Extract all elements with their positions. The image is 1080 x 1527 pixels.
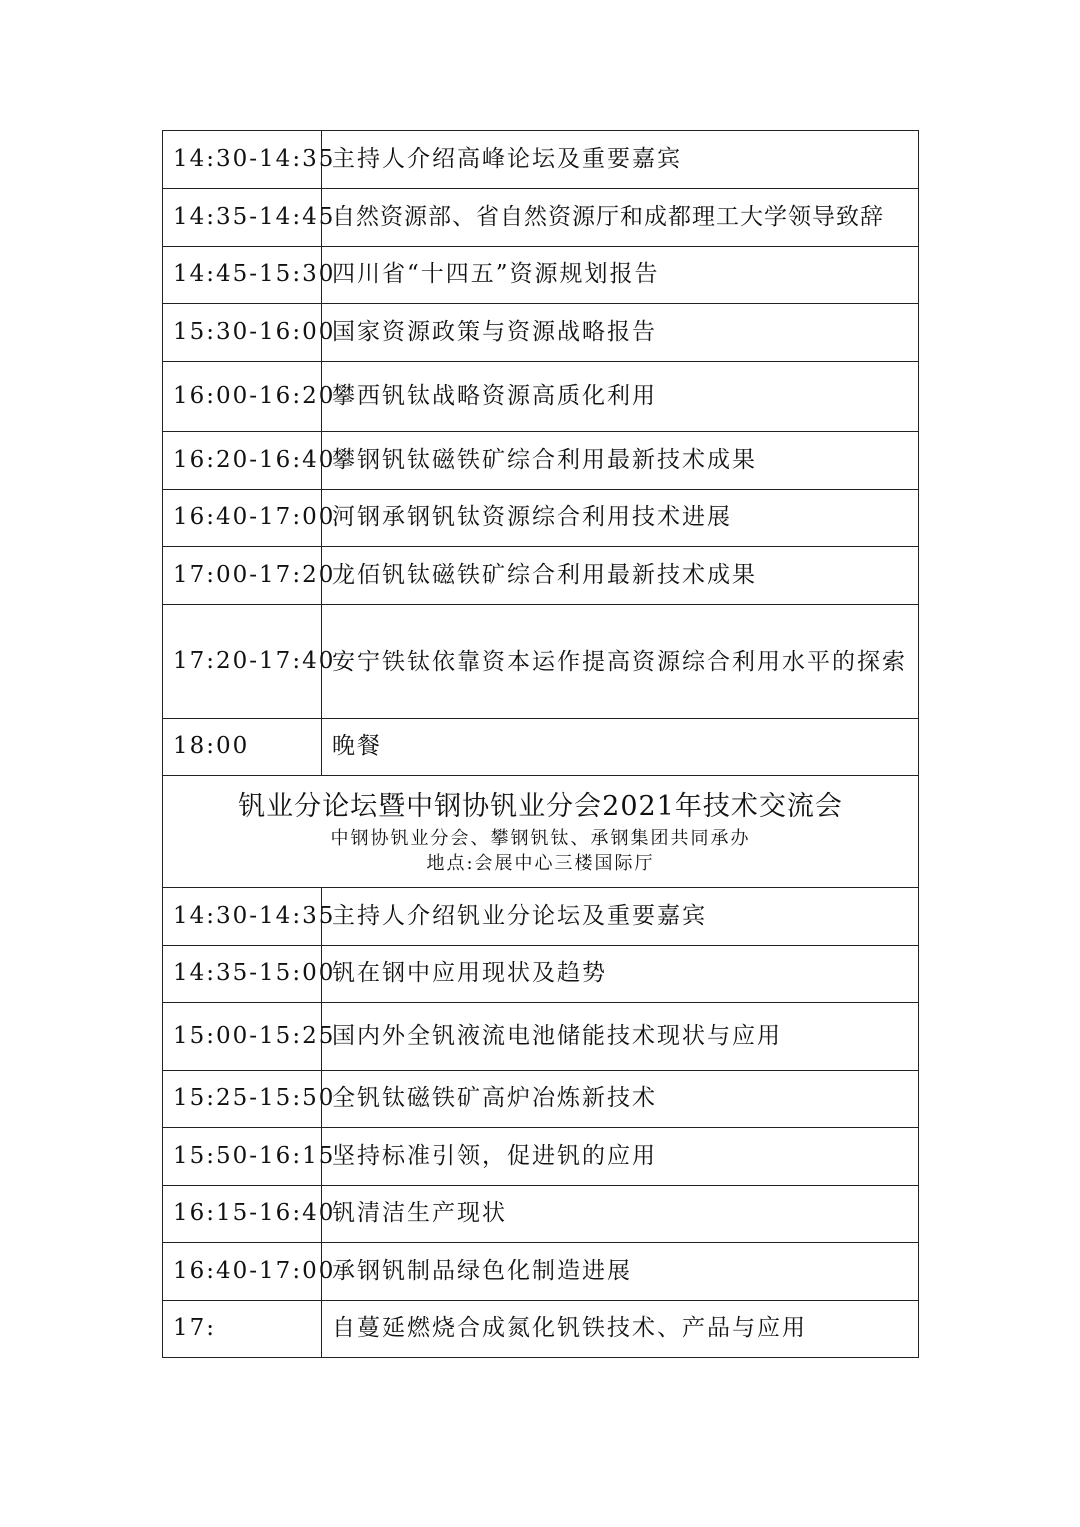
time-cell: 15:25-15:50 (163, 1071, 322, 1128)
table-row (163, 490, 919, 547)
time-cell: 14:35-15:00 (163, 946, 322, 1003)
table-row (163, 547, 919, 605)
topic-cell: 钒清洁生产现状 (322, 1186, 919, 1243)
table-row (163, 1186, 919, 1243)
table-row (163, 247, 919, 304)
topic-cell: 攀钢钒钛磁铁矿综合利用最新技术成果 (322, 432, 919, 490)
time-cell: 18:00 (163, 719, 322, 776)
table-row (163, 131, 919, 189)
topic-cell: 国内外全钒液流电池储能技术现状与应用 (322, 1003, 919, 1071)
topic-cell: 龙佰钒钛磁铁矿综合利用最新技术成果 (322, 547, 919, 605)
section-organizers: 中钢协钒业分会、攀钢钒钛、承钢集团共同承办 (330, 827, 751, 849)
time-cell: 15:50-16:15 (163, 1128, 322, 1186)
topic-cell: 承钢钒制品绿色化制造进展 (322, 1243, 919, 1301)
time-cell: 14:30-14:35 (163, 888, 322, 946)
time-cell: 15:30-16:00 (163, 304, 322, 362)
section-header (163, 776, 919, 888)
time-cell: 14:45-15:30 (163, 247, 322, 304)
time-cell: 16:15-16:40 (163, 1186, 322, 1243)
schedule-table (162, 130, 919, 1358)
table-row (163, 1071, 919, 1128)
section-header-row (163, 776, 919, 888)
table-row (163, 1301, 919, 1358)
section-title: 钒业分论坛暨中钢协钒业分会2021年技术交流会 (238, 790, 843, 822)
topic-cell: 晚餐 (322, 719, 919, 776)
topic-cell: 主持人介绍高峰论坛及重要嘉宾 (322, 131, 919, 189)
time-cell: 16:20-16:40 (163, 432, 322, 490)
topic-cell: 钒在钢中应用现状及趋势 (322, 946, 919, 1003)
time-cell: 17:20-17:40 (163, 605, 322, 719)
table-row (163, 1243, 919, 1301)
table-row (163, 719, 919, 776)
table-row (163, 304, 919, 362)
topic-cell: 安宁铁钛依靠资本运作提高资源综合利用水平的探索 (322, 605, 919, 719)
time-cell: 16:00-16:20 (163, 362, 322, 432)
time-cell: 15:00-15:25 (163, 1003, 322, 1071)
topic-cell: 河钢承钢钒钛资源综合利用技术进展 (322, 490, 919, 547)
time-cell: 14:35-14:45 (163, 189, 322, 247)
section-location: 地点:会展中心三楼国际厅 (426, 852, 655, 874)
time-cell: 16:40-17:00 (163, 1243, 322, 1301)
time-cell: 17: (163, 1301, 322, 1358)
topic-cell: 主持人介绍钒业分论坛及重要嘉宾 (322, 888, 919, 946)
time-cell: 16:40-17:00 (163, 490, 322, 547)
table-row (163, 946, 919, 1003)
table-row (163, 189, 919, 247)
topic-cell: 全钒钛磁铁矿高炉冶炼新技术 (322, 1071, 919, 1128)
time-cell: 17:00-17:20 (163, 547, 322, 605)
table-row (163, 432, 919, 490)
topic-cell: 坚持标准引领，促进钒的应用 (322, 1128, 919, 1186)
topic-cell: 国家资源政策与资源战略报告 (322, 304, 919, 362)
topic-cell: 四川省“十四五”资源规划报告 (322, 247, 919, 304)
topic-cell: 自然资源部、省自然资源厅和成都理工大学领导致辞 (322, 189, 919, 247)
table-row (163, 1003, 919, 1071)
table-row (163, 888, 919, 946)
table-row (163, 1128, 919, 1186)
topic-cell: 攀西钒钛战略资源高质化利用 (322, 362, 919, 432)
topic-cell: 自蔓延燃烧合成氮化钒铁技术、产品与应用 (322, 1301, 919, 1358)
table-row (163, 605, 919, 719)
table-row (163, 362, 919, 432)
time-cell: 14:30-14:35 (163, 131, 322, 189)
